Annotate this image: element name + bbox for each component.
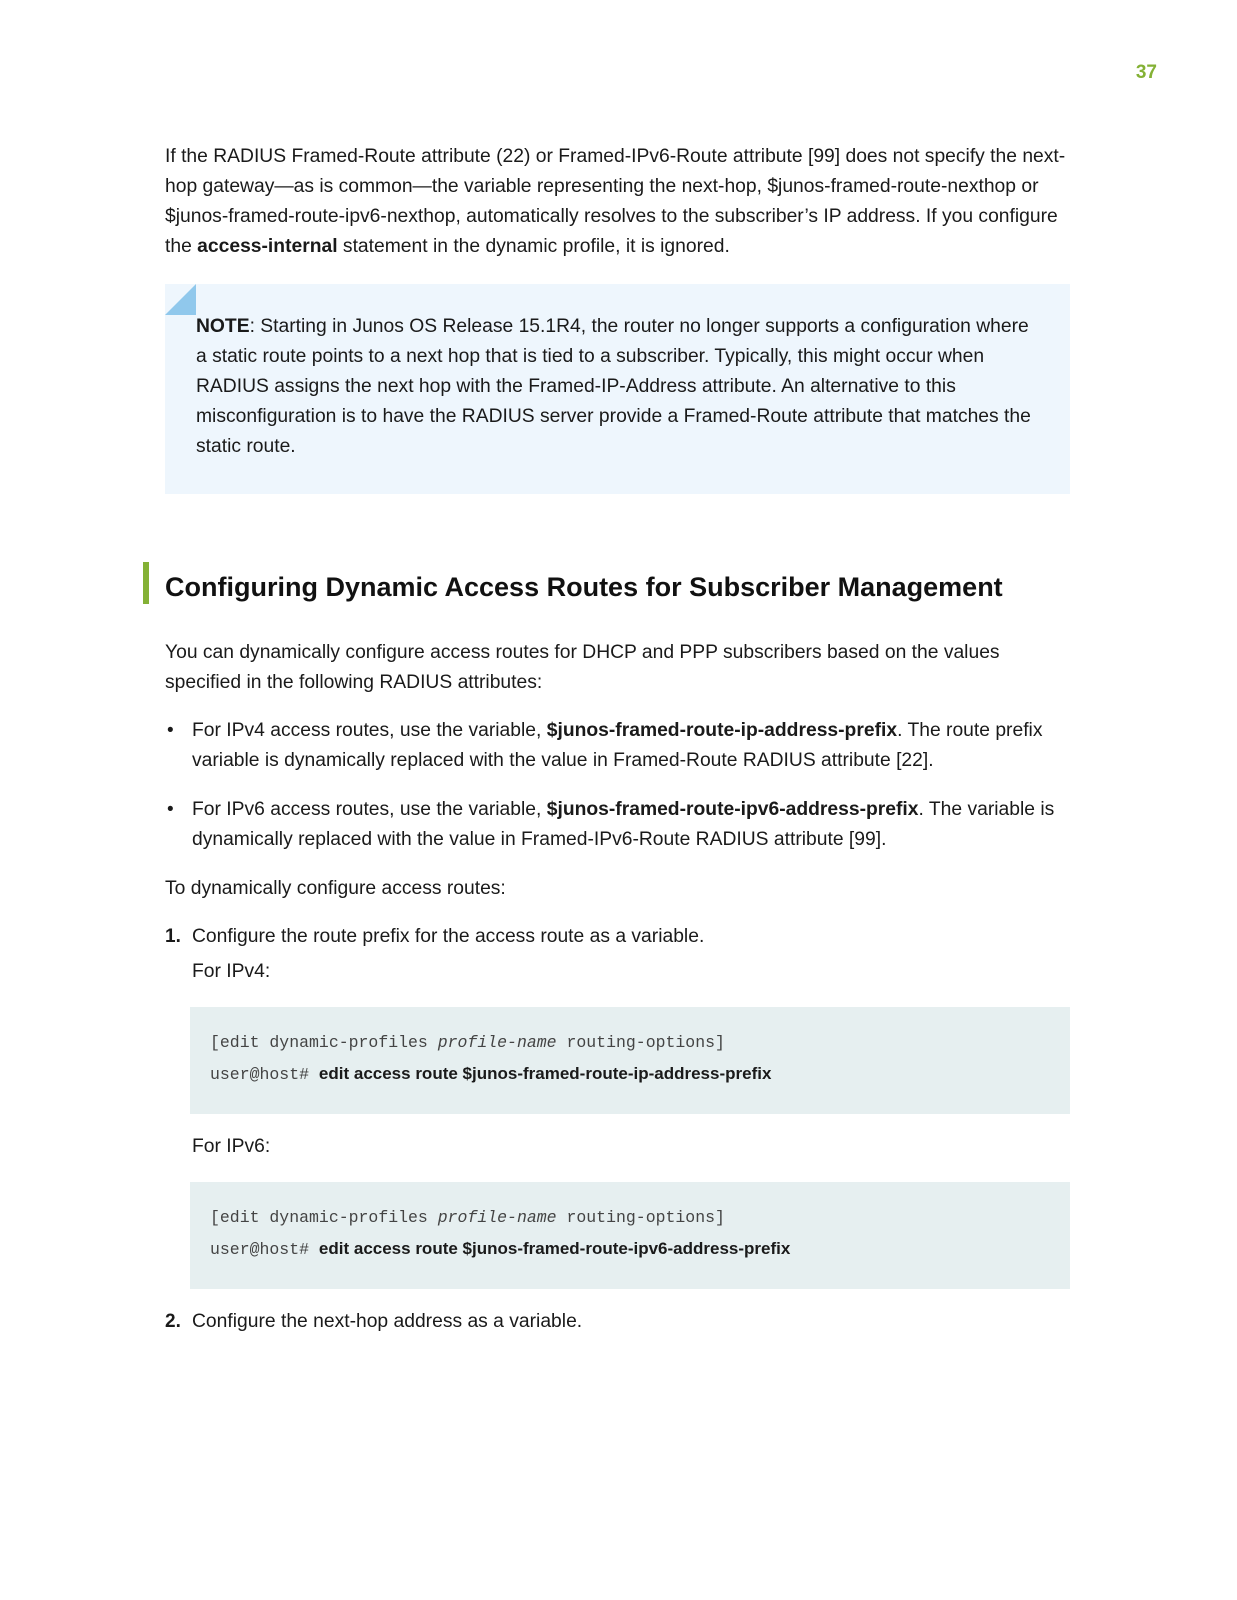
section-heading xyxy=(165,572,1070,602)
note-corner-icon xyxy=(165,284,196,315)
code-block-ipv6 xyxy=(190,1182,1070,1289)
bullet-variable: $junos-framed-route-ip-address-prefix xyxy=(546,720,898,741)
intro-text-2: statement in the dynamic profile, it is ignored. xyxy=(337,236,730,257)
steps-intro: To dynamically configure access routes: xyxy=(165,878,506,899)
page-content xyxy=(165,142,1070,1337)
code-command: edit access route $junos-framed-route-ipv6-address-prefix xyxy=(318,1239,791,1258)
code-placeholder: profile-name xyxy=(437,1208,557,1227)
bullet-variable: $junos-framed-route-ipv6-address-prefix xyxy=(546,799,919,820)
step-text: Configure the route prefix for the access route as a variable. xyxy=(192,926,705,947)
note-label: NOTE xyxy=(196,316,250,337)
code-text: routing-options] xyxy=(556,1208,725,1227)
code-text: [edit dynamic-profiles xyxy=(210,1033,438,1052)
code-line-context xyxy=(210,1027,1050,1058)
section-title: Configuring Dynamic Access Routes for Subscriber Management xyxy=(165,572,1003,602)
bullet-text-post: . The route prefix variable is dynamically replaced with the value in Framed-Route RADIUS attribute [22]. xyxy=(192,720,1043,771)
list-item xyxy=(165,716,1070,776)
intro-bold-term: access-internal xyxy=(197,236,338,257)
bullet-text-pre: For IPv6 access routes, use the variable, xyxy=(192,799,547,820)
note-text: : Starting in Junos OS Release 15.1R4, the router no longer supports a configuration where a static route points to a next hop that is tied to a subscriber. Typically, this might occur when RADIUS assigns the next hop with the Framed-IP-Address attribute. An alternative to this misconfiguration is to have the RADIUS server provide a Framed-Route attribute that matches the static route. xyxy=(196,316,1031,457)
code-line-command xyxy=(210,1058,1050,1090)
code-prompt: user@host# xyxy=(210,1240,319,1259)
ipv6-label: For IPv6: xyxy=(192,1136,271,1157)
bullet-icon: • xyxy=(167,720,174,741)
intro-text-1: If the RADIUS Framed-Route attribute (22) or Framed-IPv6-Route attribute [99] does not specify the next-hop gateway—as is common—the variable representing the next-hop, $junos-framed-route-nexthop or $junos-framed-route-ipv6-nexthop, automatically resolves to the subscriber’s IP address. If you configure the xyxy=(165,146,1066,257)
code-line-command xyxy=(210,1233,1050,1265)
code-prompt: user@host# xyxy=(210,1065,319,1084)
ipv4-label: For IPv4: xyxy=(192,961,271,982)
note-box xyxy=(165,284,1070,494)
code-block-ipv4 xyxy=(190,1007,1070,1114)
code-line-context xyxy=(210,1202,1050,1233)
steps-list xyxy=(165,922,1070,1337)
step-item xyxy=(165,1307,1070,1337)
step-number: 2. xyxy=(165,1311,181,1332)
page-number: 37 xyxy=(1135,62,1157,83)
list-item xyxy=(165,795,1070,855)
bullet-text-pre: For IPv4 access routes, use the variable, xyxy=(192,720,547,741)
bullet-list xyxy=(165,716,1070,855)
note-paragraph xyxy=(196,312,1040,462)
step-item xyxy=(165,922,1070,1289)
code-placeholder: profile-name xyxy=(437,1033,557,1052)
step-number: 1. xyxy=(165,926,181,947)
code-command: edit access route $junos-framed-route-ip-address-prefix xyxy=(318,1064,772,1083)
step-text: Configure the next-hop address as a variable. xyxy=(192,1311,583,1332)
section-lead: You can dynamically configure access routes for DHCP and PPP subscribers based on the values specified in the following RADIUS attributes: xyxy=(165,642,1000,693)
code-text: [edit dynamic-profiles xyxy=(210,1208,438,1227)
bullet-icon: • xyxy=(167,799,174,820)
bullet-text-post: . The variable is dynamically replaced with the value in Framed-IPv6-Route RADIUS attribute [99]. xyxy=(192,799,1055,850)
heading-accent-bar xyxy=(143,562,149,604)
intro-paragraph xyxy=(165,142,1070,262)
code-text: routing-options] xyxy=(556,1033,725,1052)
